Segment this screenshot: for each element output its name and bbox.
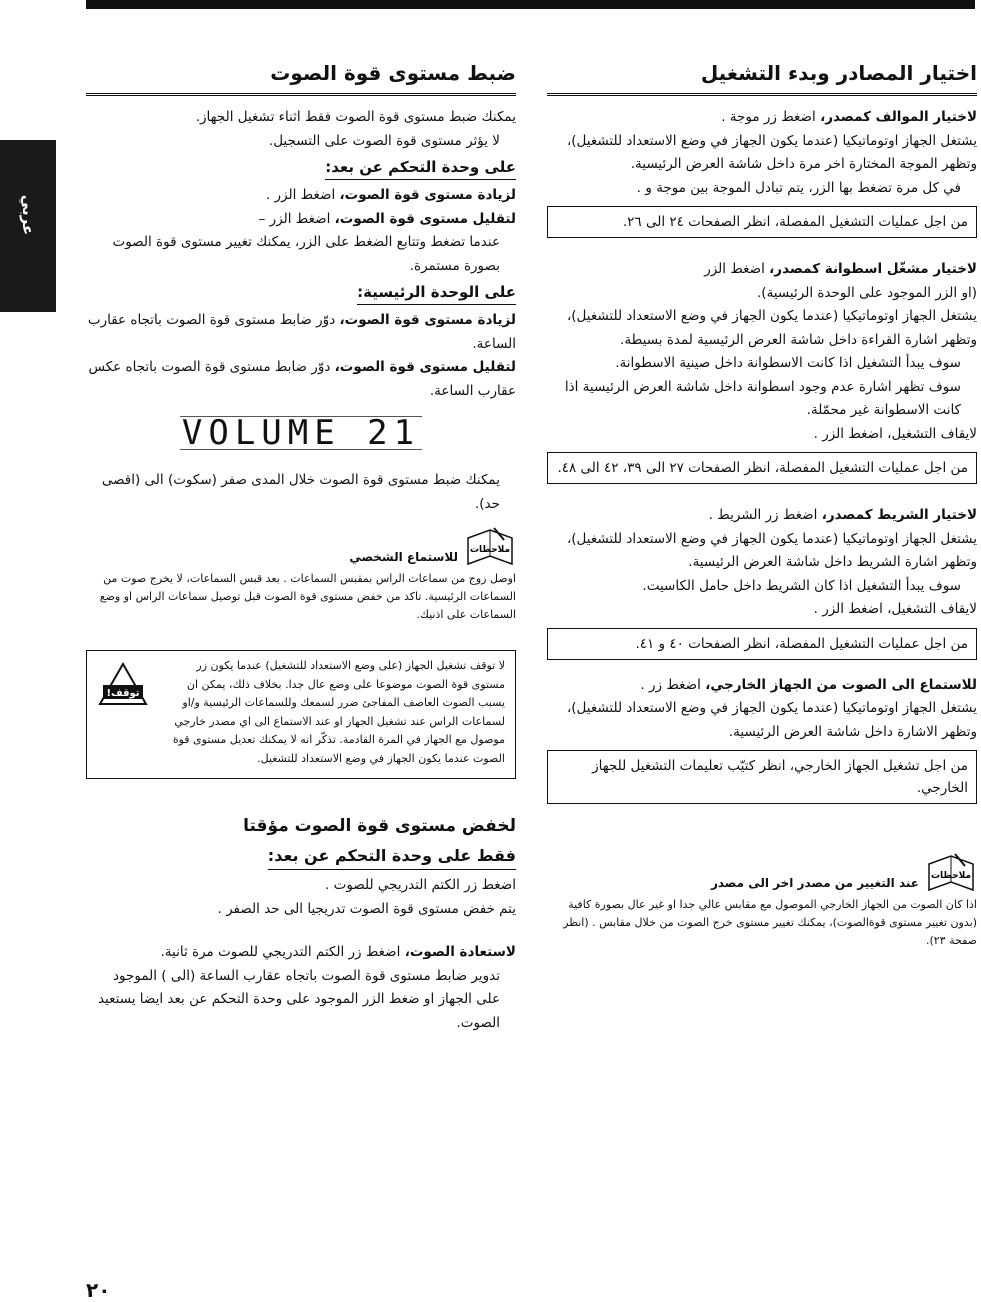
title-rule <box>547 90 977 96</box>
svg-text:ملاحظات: ملاحظات <box>469 545 511 555</box>
svg-text:توقف!: توقف! <box>106 688 140 699</box>
remote-volume-up: لزيادة مستوى قوة الصوت، اضغط الزر . <box>265 187 516 203</box>
left-notes <box>86 526 516 570</box>
cd-ref-box: من اجل عمليات التشغيل المفصلة، انظر الصفحات ٢٧ الى ٣٩، ٤٢ الى ٤٨. <box>547 452 977 484</box>
main-unit-subheading: على الوحدة الرئيسية: <box>357 280 516 305</box>
side-tab-label: عربي <box>19 194 37 236</box>
aux-instruction: للاستماع الى الصوت من الجهاز الخارجي، اضغط زر . <box>640 676 977 693</box>
mute-subheading: فقط على وحدة التحكم عن بعد: <box>268 843 516 870</box>
mute-press: اضغط زر الكتم التدريجي للصوت . <box>325 877 516 893</box>
caution-box <box>86 650 516 779</box>
aux-desc: يشتغل الجهاز اوتوماتيكيا (عندما يكون الجهاز في وضع الاستعداد للتشغيل)، وتظهر الاشارة داخل شاشة العرض الرئيسية. <box>566 700 977 740</box>
tuner-band-note: في كل مرة تضغط بها الزر، يتم تبادل الموجة بين موجة و . <box>636 179 961 196</box>
aux-ref-box: من اجل تشغيل الجهاز الخارجي، انظر كتيّب تعليمات التشغيل للجهاز الخارجي. <box>547 750 977 804</box>
tuner-ref-box: من اجل عمليات التشغيل المفصلة، انظر الصفحات ٢٤ الى ٢٦. <box>547 206 977 238</box>
cd-nodisc-note: سوف تظهر اشارة عدم وجود اسطوانة داخل شاشة العرض الرئيسية اذا كانت الاسطوانة غير محمّلة. <box>564 378 961 418</box>
tape-desc: يشتغل الجهاز اوتوماتيكيا (عندما يكون الجهاز في وضع الاستعداد للتشغيل)، وتظهر اشارة الشريط داخل شاشة العرض الرئيسية. <box>566 530 977 570</box>
remote-volume-down: لتقليل مستوى قوة الصوت، اضغط الزر – <box>258 210 516 227</box>
left-notes-title: للاستماع الشخصي <box>349 550 458 564</box>
tuner-instruction: لاختيار الموالف كمصدر، اضغط زر موجة . <box>721 109 977 125</box>
tape-instruction: لاختيار الشريط كمصدر، اضغط زر الشريط . <box>708 507 977 523</box>
volume-range: يمكنك ضبط مستوى قوة الصوت خلال المدى صفر (سكوت) الى (اقصى حد). <box>101 472 500 512</box>
left-column <box>86 58 516 1035</box>
cd-desc: يشتغل الجهاز اوتوماتيكيا (عندما يكون الجهاز في وضع الاستعداد للتشغيل)، وتظهر اشارة القراءة داخل شاشة العرض الرئيسية لمدة بسيطة. <box>566 308 977 348</box>
main-volume-up: لزيادة مستوى قوة الصوت، دوّر ضابط مستوى قوة الصوت باتجاه عقارب الساعة. <box>87 312 516 352</box>
language-side-tab <box>0 140 56 312</box>
main-volume-down: لتقليل مستوى قوة الصوت، دوّر ضابط مستوى قوة الصوت باتجاه عكس عقارب الساعة. <box>88 359 516 399</box>
mute-title: لخفض مستوى قوة الصوت مؤقتا <box>243 816 516 836</box>
volume-display-text: VOLUME 21 <box>181 413 421 453</box>
tuner-desc: يشتغل الجهاز اوتوماتيكيا (عندما يكون الجهاز في وضع الاستعداد للتشغيل)، وتظهر الموجة المختارة اخر مرة داخل شاشة العرض الرئيسية. <box>566 132 977 172</box>
right-notes <box>547 852 977 896</box>
cd-play-note: سوف يبدأ التشغيل اذا كانت الاسطوانة داخل صينية الاسطوانة. <box>615 355 961 371</box>
caution-triangle-icon <box>97 661 149 707</box>
restore-instruction: لاستعادة الصوت، اضغط زر الكتم التدريجي للصوت مرة ثانية. <box>160 944 516 960</box>
right-notes-text: اذا كان الصوت من الجهاز الخارجي الموصول مع مقابس عالي جدا او غير عال بصورة كافية (بدون تغيير مستوى قوةالصوت)، يمكنك تغيير مستوى خرج الصوت من خلال مقابس . (انظر صفحة ٢٣). <box>563 898 977 947</box>
tape-play-note: سوف يبدأ التشغيل اذا كان الشريط داخل حامل الكاسيت. <box>642 577 961 594</box>
title-rule <box>86 90 516 96</box>
notes-book-icon <box>925 852 977 896</box>
cd-instruction: لاختيار مشغّل اسطوانة كمصدر، اضغط الزر <box>704 261 977 277</box>
page-number: ٢٠ <box>86 1278 111 1302</box>
caution-text: لا توقف تشغيل الجهاز (على وضع الاستعداد للتشغيل) عندما يكون زر مستوى قوة الصوت موضوعا على وضع عال جدا. بخلاف ذلك، يمكن ان يسبب الصوت العاصف المفاجئ ضرر لسمعك وللسماعات الرئيسية و/او لسماعات الراس عند تشغيل الجهاز او عند الاستماع الى اي مصدر خارجي موصول مع الجهاز في المرة القادمة. تذكّر انه لا يمكنك تعديل مستوى قوة الصوت عندما يكون الجهاز في وضع الاستعداد للتشغيل. <box>172 659 505 765</box>
volume-display <box>86 413 516 453</box>
mute-desc: يتم خفض مستوى قوة الصوت تدريجيا الى حد الصفر . <box>217 900 516 917</box>
remote-hold-note: عندما تضغط وتتابع الضغط على الزر، يمكنك تغيير مستوى قوة الصوت بصورة مستمرة. <box>112 234 500 274</box>
tape-ref-box: من اجل عمليات التشغيل المفصلة، انظر الصفحات ٤٠ و ٤١. <box>547 628 977 660</box>
left-title: ضبط مستوى قوة الصوت <box>270 61 516 85</box>
cd-stop: لايقاف التشغيل، اضغط الزر . <box>813 425 977 442</box>
volume-intro: يمكنك ضبط مستوى قوة الصوت فقط اثناء تشغيل الجهاز. <box>195 109 516 125</box>
right-title: اختيار المصادر وبدء التشغيل <box>700 61 977 85</box>
cd-alt: (او الزر الموجود على الوحدة الرئيسية). <box>757 284 977 301</box>
tape-stop: لايقاف التشغيل، اضغط الزر . <box>813 601 977 617</box>
notes-book-icon <box>464 526 516 570</box>
top-bar <box>86 0 975 9</box>
restore-alt: تدوير ضابط مستوى قوة الصوت باتجاه عقارب الساعة (الى ) الموجود على الجهاز او ضغط الزر الموجود على وحدة التحكم عن بعد ايضا يستعيد الصوت. <box>97 967 500 1031</box>
remote-subheading: على وحدة التحكم عن بعد: <box>325 155 516 180</box>
right-column <box>547 58 977 950</box>
right-notes-title: عند التغيير من مصدر اخر الى مصدر <box>710 876 919 890</box>
volume-record-note: لا يؤثر مستوى قوة الصوت على التسجيل. <box>268 132 500 149</box>
left-notes-text: اوصل زوج من سماعات الراس بمقبس السماعات . بعد قبس السماعات، لا يخرج صوت من السماعات الرئيسية. تاكد من خفض مستوى قوة الصوت قبل توصيل سماعات الراس او وضع السماعات على اذنيك. <box>99 572 516 621</box>
svg-text:ملاحظات: ملاحظات <box>930 871 972 881</box>
